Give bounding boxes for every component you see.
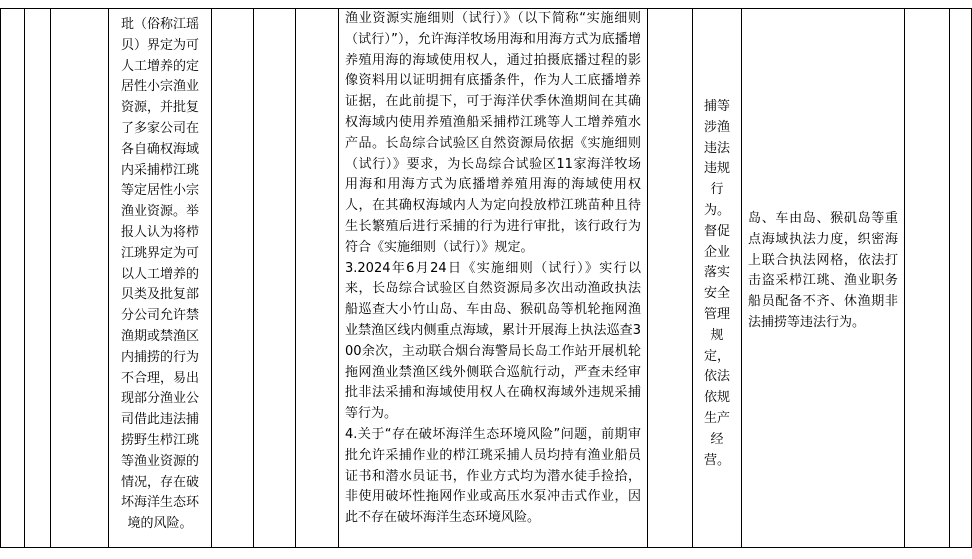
cell-empty-2 (25, 9, 51, 548)
cell-empty-8 (905, 9, 950, 548)
cell-empty-1 (1, 9, 25, 548)
measures-cell (742, 9, 905, 548)
cell-empty-9 (950, 9, 972, 548)
cell-empty-4 (212, 9, 254, 548)
investigation-para-2: 3.2024年6月24日《实施细则（试行）》实行以来，长岛综合试验区自然资源局多次出动渔政执法船巡查大小竹山岛、车由岛、猴矶岛等机轮拖网渔业禁渔区线内侧重点海域，累计开展海上执法巡查300余次，主动联合烟台海警局长岛工作站开展机轮拖网渔业禁渔区线外侧联合巡航行动，严查未经审批非法采捕和海域使用权人在确权海域外违规采捕等行为。 (345, 260, 641, 422)
cell-empty-5 (254, 9, 296, 548)
cell-empty-7 (648, 9, 693, 548)
problem-cell (693, 9, 742, 548)
investigation-cell (339, 9, 648, 548)
investigation-para-3: 4.关于“存在破坏海洋生态环境风险”问题，前期审批允许采捕作业的栉江珧采捕人员均持有渔业船员证书和潜水员证书，作业方式均为潜水徒手捡拾，非使用破坏性拖网作业或高压水泵冲击式作业，因此不存在破坏海洋生态环境风险。 (345, 426, 641, 526)
table-row (1, 9, 972, 548)
report-table (0, 8, 972, 548)
cell-empty-6 (296, 9, 339, 548)
complaint-cell (109, 9, 212, 548)
measures-text: 岛、车由岛、猴矶岛等重点海域执法力度，织密海上联合执法网格，依法打击盗采栉江珧、渔业职务船员配备不齐、休渔期非法捕捞等违法行为。 (748, 211, 898, 330)
cell-empty-3 (51, 9, 109, 548)
complaint-text: 玭（俗称江瑶贝）界定为可人工增养的定居性小宗渔业资源，并批复了多家公司在各自确权海域内采捕栉江珧等定居性小宗渔业资源。举报人认为将栉江珧界定为可以人工增养的贝类及批复部分公司允许禁渔期或禁渔区内捕捞的行为不合理，易出现部分渔业公司借此违法捕捞野生栉江珧等渔业资源的情况，存在破坏海洋生态环境的风险。 (120, 17, 199, 532)
problem-text: 捕等涉渔违法违规行为。督促企业落实安全管理规定，依法依规生产经营。 (703, 99, 730, 468)
investigation-para-1: 渔业资源实施细则（试行）》（以下简称“实施细则（试行）”），允许海洋牧场用海和用海方式为底播增养殖用海的海域使用权人，通过拍摄底播过程的影像资料用以证明拥有底播条件，作为人工底播增养证据，在此前提下，可于海洋伏季休渔期间在其确权海域内使用养殖渔船采捕栉江珧等人工增养殖水产品。长岛综合试验区自然资源局依据《实施细则（试行）》要求，为长岛综合试验区11家海洋牧场用海和用海方式为底播增养殖用海的海域使用权人，在其确权海域内人为定向投放栉江珧苗种且待生长繁殖后进行采捕的行为进行审批，该行政行为符合《实施细则（试行）》规定。 (345, 11, 641, 255)
